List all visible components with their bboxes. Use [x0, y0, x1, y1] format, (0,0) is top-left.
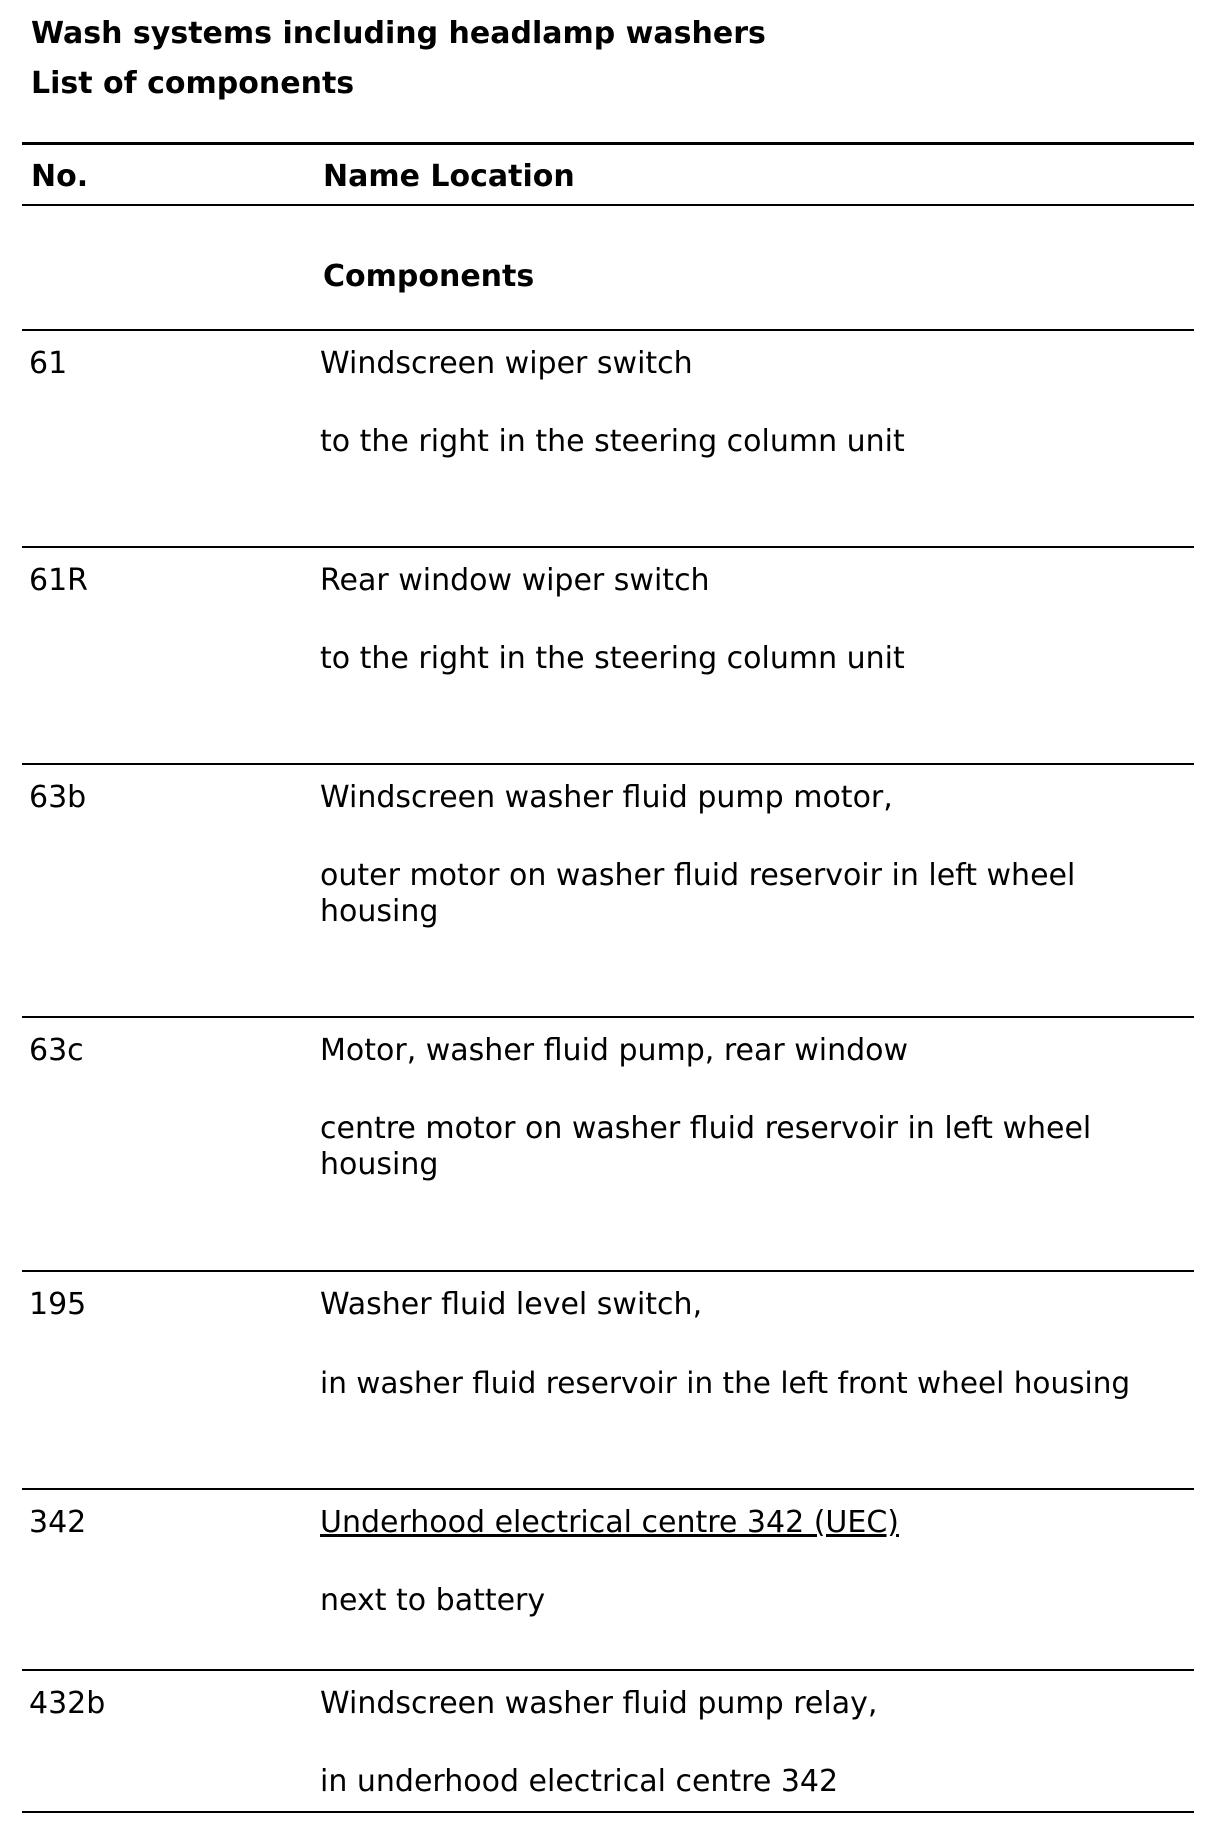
component-name: Windscreen wiper switch [320, 346, 693, 381]
column-header-no: No. [31, 159, 89, 194]
document-title: Wash systems including headlamp washers [31, 16, 766, 51]
table-bottom-rule [22, 1811, 1194, 1813]
component-location: centre motor on washer fluid reservoir in left wheel housing [320, 1111, 1092, 1182]
table-row [22, 547, 1194, 764]
component-location: to the right in the steering column unit [320, 641, 905, 676]
component-name-link[interactable]: Underhood electrical centre 342 (UEC) [320, 1505, 899, 1540]
row-number: 432b [29, 1686, 106, 1721]
row-number: 61R [29, 563, 89, 598]
table-row [22, 1670, 1194, 1812]
section-heading-components: Components [323, 259, 535, 294]
table-row [22, 764, 1194, 1017]
component-name: Windscreen washer fluid pump motor, [320, 780, 893, 815]
component-name: Washer fluid level switch, [320, 1287, 703, 1322]
component-location: to the right in the steering column unit [320, 424, 905, 459]
table-row [22, 1489, 1194, 1670]
component-location: outer motor on washer fluid reservoir in left wheel housing [320, 858, 1076, 929]
row-number: 342 [29, 1505, 87, 1540]
table-row [22, 1017, 1194, 1271]
component-location: in washer fluid reservoir in the left front wheel housing [320, 1366, 1131, 1400]
component-name: Windscreen washer fluid pump relay, [320, 1686, 878, 1721]
component-name: Rear window wiper switch [320, 563, 710, 598]
table-top-rule [22, 142, 1194, 145]
row-number: 195 [29, 1287, 87, 1322]
component-name: Motor, washer fluid pump, rear window [320, 1033, 909, 1068]
component-location: next to battery [320, 1583, 546, 1618]
row-number: 63b [29, 780, 87, 815]
column-header-name-location: Name Location [323, 159, 575, 194]
row-number: 61 [29, 346, 68, 381]
row-number: 63c [29, 1033, 84, 1068]
table-header-rule [22, 204, 1194, 206]
table-row [22, 330, 1194, 547]
document-subtitle: List of components [31, 66, 355, 101]
table-row [22, 1271, 1194, 1489]
component-location: in underhood electrical centre 342 [320, 1764, 839, 1799]
